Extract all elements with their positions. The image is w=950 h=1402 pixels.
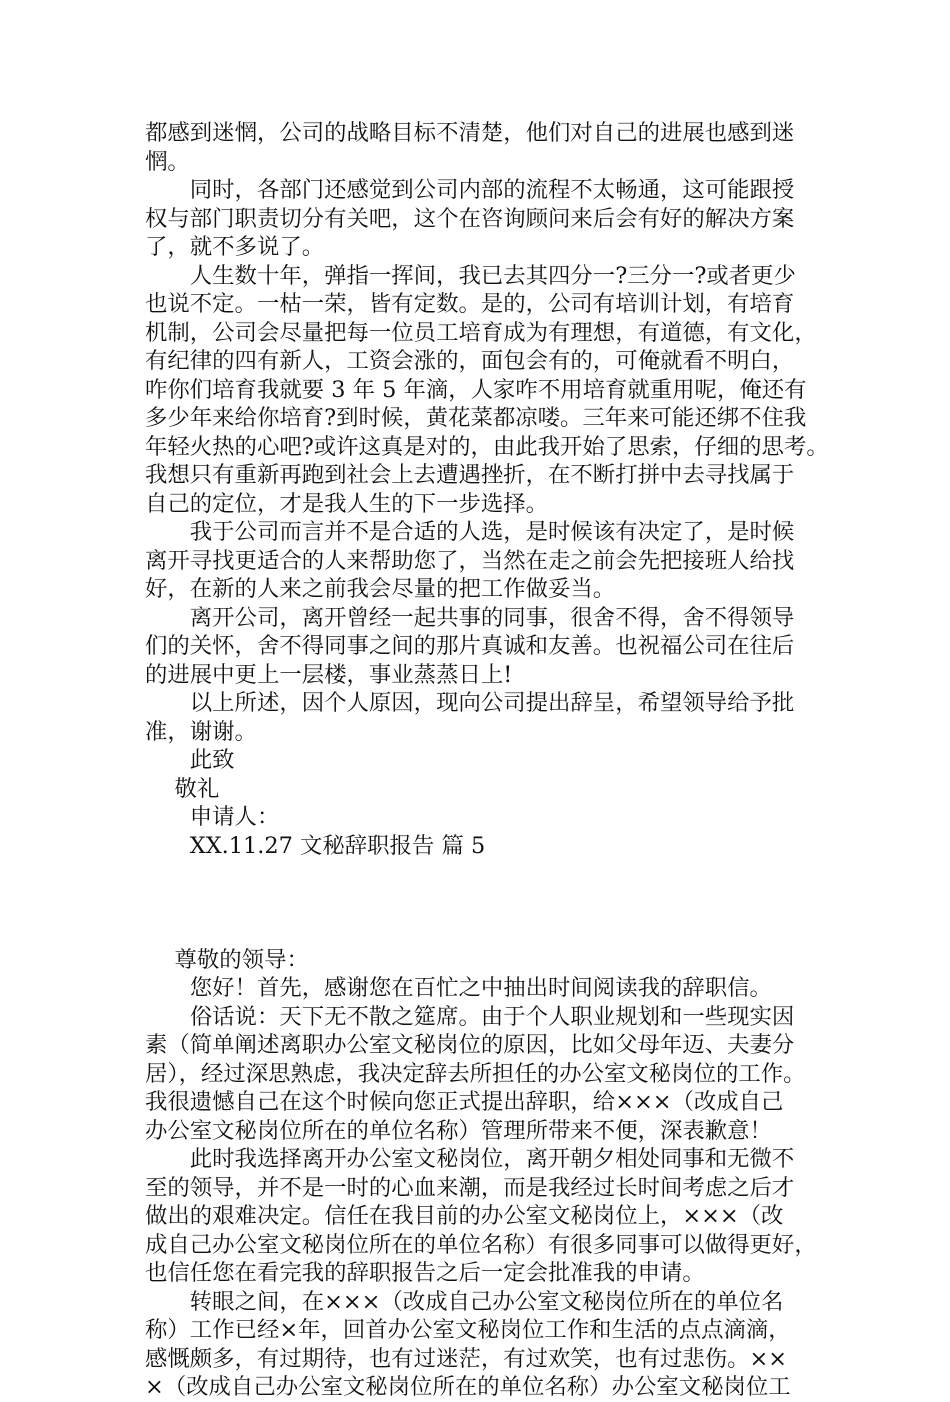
text-line: 做出的艰难决定。信任在我目前的办公室文秘岗位上，×××（改: [145, 1203, 784, 1229]
text-line: 年轻火热的心吧?或许这真是对的，由此我开始了思索，仔细的思考。: [145, 433, 829, 460]
text-line: 俗话说：天下无不散之筵席。由于个人职业规划和一些现实因: [145, 1003, 795, 1030]
text-line: 此时我选择离开办公室文秘岗位，离开朝夕相处同事和无微不: [145, 1146, 795, 1172]
text-line: 称）工作已经×年，回首办公室文秘岗位工作和生活的点点滴滴，: [145, 1317, 791, 1343]
text-line: 自己的定位，才是我人生的下一步选择。: [145, 490, 549, 517]
text-line: 素（简单阐述离职办公室文秘岗位的原因，比如父母年迈、夫妻分: [145, 1032, 795, 1058]
text-line: ×（改成自己办公室文秘岗位所在的单位名称）办公室文秘岗位工: [145, 1374, 791, 1400]
text-line: 居），经过深思熟虑，我决定辞去所担任的办公室文秘岗位的工作。: [145, 1060, 806, 1087]
text-line: 的进展中更上一层楼，事业蒸蒸日上!: [145, 661, 513, 688]
letter-body-part-2: [145, 946, 835, 1402]
section-gap: [145, 860, 835, 946]
text-line: 离开寻找更适合的人来帮助您了，当然在走之前会先把接班人给找: [145, 547, 795, 574]
text-line: 至的领导，并不是一时的心血来潮，而是我经过长时间考虑之后才: [145, 1174, 795, 1201]
text-line: 人生数十年，弹指一挥间，我已去其四分一?三分一?或者更少: [145, 262, 796, 289]
text-line: 惘。: [145, 148, 190, 175]
text-line: 我想只有重新再跑到社会上去遭遇挫折，在不断打拼中去寻找属于: [145, 462, 795, 488]
text-line: 多少年来给你培育?到时候，黄花菜都凉喽。三年来可能还绑不住我: [145, 405, 807, 431]
text-line: 成自己办公室文秘岗位所在的单位名称）有很多同事可以做得更好，: [145, 1231, 817, 1258]
text-line: 也信任您在看完我的辞职报告之后一定会批准我的申请。: [145, 1260, 705, 1286]
text-line: 转眼之间，在×××（改成自己办公室文秘岗位所在的单位名: [145, 1288, 784, 1315]
text-line: 我很遗憾自己在这个时候向您正式提出辞职，给×××（改成自己: [145, 1089, 784, 1115]
text-line: 权与部门职责切分有关吧，这个在咨询顾问来后会有好的解决方案: [145, 205, 795, 232]
text-line: 咋你们培育我就要 3 年 5 年滴，人家咋不用培育就重用呢，俺还有: [145, 376, 807, 403]
text-line: 们的关怀，舍不得同事之间的那片真诚和友善。也祝福公司在往后: [145, 633, 795, 659]
text-line: 敬礼: [145, 775, 220, 802]
text-line: 有纪律的四有新人，工资会涨的，面包会有的，可俺就看不明白，: [145, 348, 795, 374]
text-line: 办公室文秘岗位所在的单位名称）管理所带来不便，深表歉意！: [145, 1117, 772, 1144]
text-line: 我于公司而言并不是合适的人选，是时候该有决定了，是时候: [145, 519, 795, 545]
document-page: [145, 119, 835, 1402]
text-line: XX.11.27 文秘辞职报告 篇 5: [145, 832, 486, 859]
text-line: 也说不定。一枯一荣，皆有定数。是的，公司有培训计划，有培育: [145, 291, 795, 317]
text-line: 机制，公司会尽量把每一位员工培育成为有理想，有道德，有文化，: [145, 319, 817, 346]
letter-body-part-1: [145, 119, 835, 860]
text-line: 感慨颇多，有过期待，也有过迷茫，有过欢笑，也有过悲伤。××: [145, 1345, 788, 1372]
text-line: 您好！首先，感谢您在百忙之中抽出时间阅读我的辞职信。: [145, 975, 772, 1001]
text-line: 都感到迷惘，公司的战略目标不清楚，他们对自己的进展也感到迷: [145, 120, 795, 146]
text-line: 好，在新的人来之前我会尽量的把工作做妥当。: [145, 576, 616, 602]
text-line: 以上所述，因个人原因，现向公司提出辞呈，希望领导给予批: [145, 690, 795, 716]
text-line: 尊敬的领导：: [145, 946, 309, 973]
text-line: 申请人：: [145, 804, 280, 830]
text-line: 离开公司，离开曾经一起共事的同事，很舍不得，舍不得领导: [145, 604, 795, 631]
text-line: 准，谢谢。: [145, 718, 257, 745]
text-line: 同时，各部门还感觉到公司内部的流程不太畅通，这可能跟授: [145, 177, 795, 203]
text-line: 此致: [145, 747, 235, 773]
text-line: 了，就不多说了。: [145, 234, 325, 260]
